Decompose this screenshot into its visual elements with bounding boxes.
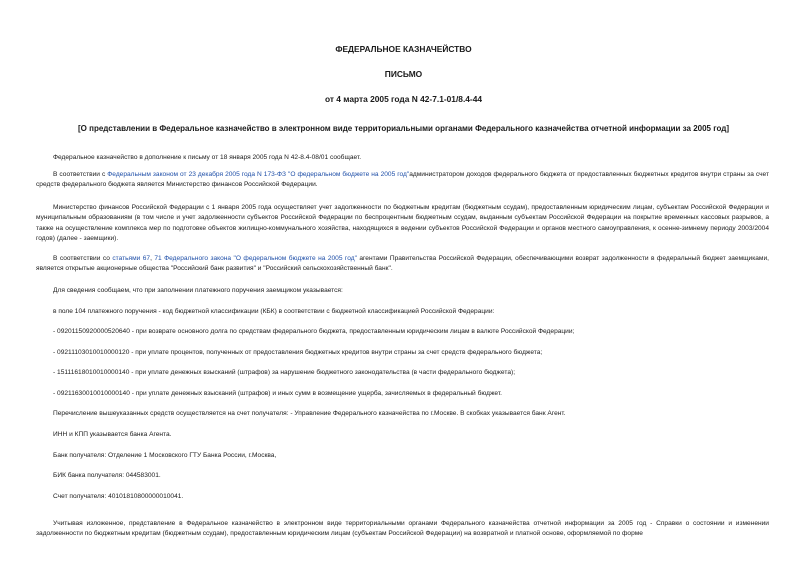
paragraph-ministry: Министерство финансов Российской Федерации с 1 января 2005 года осуществляет учет задолженности по бюджетным кредитам (бюджетным ссудам), предоставленным юридическим лицам, субъектам Российской Федерации и муниципальным образованиям (в том числе и учет задолженности субъектов Российской Федерации по беспроцентным бюджетным ссудам, выданным субъектам Российской Федерации на покрытие временных кассовых разрывов, а также на осуществление комплекса мер по подготовке объектов жилищно-коммунального хозяйства, находящихся в ведении субъектов Российской Федерации и органов местного самоуправления, к осенне-зимнему периоду 2003/2004 годов) (далее - заемщики). xyxy=(36,204,769,243)
date-number-heading: от 4 марта 2005 года N 42-7.1-01/8.4-44 xyxy=(324,94,483,104)
paragraph-account-number: Счет получателя: 40101810800000010041. xyxy=(53,493,184,500)
paragraph-text: В соответствии с xyxy=(53,171,108,178)
paragraph-payment-note: Для сведения сообщаем, что при заполнении платежного поручения заемщиком указывается: xyxy=(53,287,343,294)
article-67-link[interactable]: статьями 67 xyxy=(112,255,151,262)
paragraph-agents xyxy=(36,254,769,275)
document-title: [О представлении в Федеральное казначейство в электронном виде территориальными органами Федерального казначейства отчетной информации за 2005 год] xyxy=(78,124,729,133)
paragraph-text: агентами Правительства Российской Федерации, обеспечивающими возврат задолженности в федеральный бюджет заемщиками, является открытые акционерные общества "Российский банк развития" и "Российский сельскохозяйственный банк". xyxy=(36,255,769,273)
paragraph-law-reference xyxy=(36,170,769,191)
paragraph-bik: БИК банка получателя: 044583001. xyxy=(53,472,161,479)
paragraph-field-104: в поле 104 платежного поручения - код бюджетной классификации (КБК) в соответствии с бюджетной классификацией Российской Федерации: xyxy=(53,308,495,315)
document-type-heading: ПИСЬМО xyxy=(384,69,423,79)
paragraph-conclusion: Учитывая изложенное, представление в Федеральное казначейство в электронном виде территориальными органами Федерального казначейства отчетной информации за 2005 год - Справки о состоянии и изменении задолженности по бюджетным кредитам (бюджетным ссудам), предоставленным юридическим лицам (субъектам Российской Федерации) на возвратной и платной основе, оформляемой по форме xyxy=(36,520,769,538)
article-71-link[interactable]: 71 Федерального закона "О федеральном бюджете на 2005 год" xyxy=(154,255,357,262)
federal-law-link[interactable]: Федеральным законом от 23 декабря 2005 года N 173-ФЗ "О федеральном бюджете на 2005 год" xyxy=(107,171,410,178)
paragraph-text: администратором доходов федерального бюджета от предоставленных бюджетных кредитов внутри страны за счет средств федерального бюджета является Министерство финансов Российской Федерации. xyxy=(36,171,769,189)
issuer-heading: ФЕДЕРАЛЬНОЕ КАЗНАЧЕЙСТВО xyxy=(335,44,472,54)
paragraph-intro: Федеральное казначейство в дополнение к письму от 18 января 2005 года N 42-8.4-08/01 сообщает. xyxy=(53,154,362,161)
paragraph-recipient-account: Перечисление вышеуказанных средств осуществляется на счет получателя: - Управление Федерального казначейства по г.Москве. В скобках указывается банк Агент. xyxy=(53,410,566,417)
kbk-item: - 09211630010010000140 - при уплате денежных взысканий (штрафов) и иных сумм в возмещение ущерба, зачисляемых в федеральный бюджет. xyxy=(53,390,502,397)
kbk-item: - 09201150920000520640 - при возврате основного долга по средствам федерального бюджета, предоставленным юридическим лицам в валюте Российской Федерации; xyxy=(53,328,575,335)
kbk-item: - 09211103010010000120 - при уплате процентов, полученных от предоставления бюджетных кредитов внутри страны за счет средств федерального бюджета; xyxy=(53,349,543,356)
paragraph-text: , xyxy=(150,255,155,262)
paragraph-recipient-bank: Банк получателя: Отделение 1 Московского ГТУ Банка России, г.Москва, xyxy=(53,452,277,459)
paragraph-inn-kpp: ИНН и КПП указывается банка Агента. xyxy=(53,431,172,438)
paragraph-text: В соответствии со xyxy=(53,255,113,262)
kbk-item: - 15111618010010000140 - при уплате денежных взысканий (штрафов) за нарушение бюджетного законодательства (в части федерального бюджета); xyxy=(53,369,516,376)
